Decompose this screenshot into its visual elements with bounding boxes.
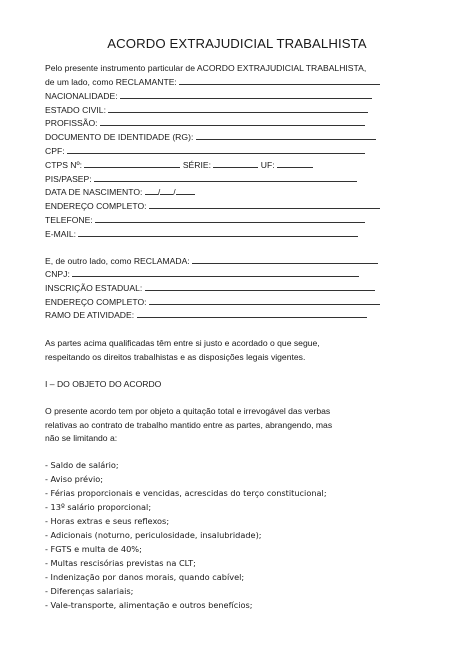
serie-blank[interactable] [213,160,258,168]
nascimento-day-blank[interactable] [145,187,161,197]
list-item: - Aviso prévio; [45,474,103,484]
cnpj-blank[interactable] [72,269,359,277]
reclamada-endereco-label: ENDEREÇO COMPLETO: [45,297,147,307]
inscricao-blank[interactable] [145,283,375,291]
partes-line-2: respeitando os direitos trabalhistas e as disposições legais vigentes. [45,352,306,362]
ramo-row [45,310,367,321]
list-item: - Indenização por danos morais, quando cabível; [45,572,245,582]
reclamada-blank[interactable] [192,256,378,264]
estado-civil-label: ESTADO CIVIL: [45,105,106,115]
nacionalidade-label: NACIONALIDADE: [45,91,118,101]
endereco-label: ENDEREÇO COMPLETO: [45,201,147,211]
telefone-label: TELEFONE: [45,215,93,225]
estado-civil-row [45,105,368,116]
reclamante-blank[interactable] [179,77,380,85]
reclamada-endereco-blank[interactable] [149,297,380,305]
reclamada-row [45,256,378,267]
cnpj-row [45,269,359,280]
list-item: - Diferenças salariais; [45,586,134,596]
section-heading: I – DO OBJETO DO ACORDO [45,379,162,389]
list-item: - Saldo de salário; [45,460,119,470]
nacionalidade-row [45,91,372,102]
telefone-row [45,215,365,226]
uf-label: UF: [260,160,275,170]
ctps-blank[interactable] [84,160,180,168]
list-item: - Férias proporcionais e vencidas, acrescidas do terço constitucional; [45,488,327,498]
email-label: E-MAIL: [45,229,77,239]
nascimento-month-blank[interactable] [157,187,176,197]
ctps-row [45,160,313,171]
section-text-1: O presente acordo tem por objeto a quitação total e irrevogável das verbas [45,406,331,416]
estado-civil-blank[interactable] [108,105,368,113]
section-text-3: não se limitando a: [45,433,118,443]
list-item: - Adicionais (noturno, periculosidade, insalubridade); [45,530,262,540]
cpf-blank[interactable] [67,146,365,154]
intro-line-1: Pelo presente instrumento particular de ACORDO EXTRAJUDICIAL TRABALHISTA, [45,63,367,73]
ramo-blank[interactable] [137,310,367,318]
reclamada-label: E, de outro lado, como RECLAMADA: [45,256,190,266]
cnpj-label: CNPJ: [45,269,70,279]
documento-label: DOCUMENTO DE IDENTIDADE (RG): [45,132,194,142]
ramo-label: RAMO DE ATIVIDADE: [45,310,135,320]
date-separator-2: / [173,187,176,197]
uf-blank[interactable] [277,160,313,168]
partes-line-1: As partes acima qualificadas têm entre si justo e acordado o que segue, [45,338,320,348]
endereco-row [45,201,380,212]
date-separator-1: / [157,187,161,197]
list-item: - Multas rescisórias previstas na CLT; [45,558,196,568]
email-blank[interactable] [78,229,358,237]
nascimento-row [45,187,195,198]
list-item: - FGTS e multa de 40%; [45,544,142,554]
pis-row [45,174,357,185]
profissao-blank[interactable] [100,118,365,126]
list-item: - Vale-transporte, alimentação e outros benefícios; [45,600,253,610]
documento-row [45,132,376,143]
cpf-row [45,146,365,157]
cpf-label: CPF: [45,146,65,156]
nascimento-label: DATA DE NASCIMENTO: [45,187,143,197]
profissao-label: PROFISSÃO: [45,118,98,128]
serie-label: SÉRIE: [182,160,212,170]
inscricao-row [45,283,375,294]
list-item: - 13º salário proporcional; [45,502,152,512]
reclamada-endereco-row [45,297,380,308]
endereco-blank[interactable] [149,201,380,209]
nascimento-year-blank[interactable] [176,187,195,195]
section-text-2: relativas ao contrato de trabalho mantido entre as partes, abrangendo, mas [45,420,333,430]
list-item: - Horas extras e seus reflexos; [45,516,170,526]
telefone-blank[interactable] [95,215,365,223]
reclamante-label: de um lado, como RECLAMANTE: [45,77,177,87]
ctps-label: CTPS Nº: [45,160,83,170]
profissao-row [45,118,365,129]
nacionalidade-blank[interactable] [120,91,372,99]
email-row [45,229,358,240]
pis-label: PIS/PASEP: [45,174,92,184]
reclamante-row [45,77,380,88]
pis-blank[interactable] [94,174,357,182]
document-title: ACORDO EXTRAJUDICIAL TRABALHISTA [107,36,367,51]
documento-blank[interactable] [196,132,376,140]
inscricao-label: INSCRIÇÃO ESTADUAL: [45,283,143,293]
